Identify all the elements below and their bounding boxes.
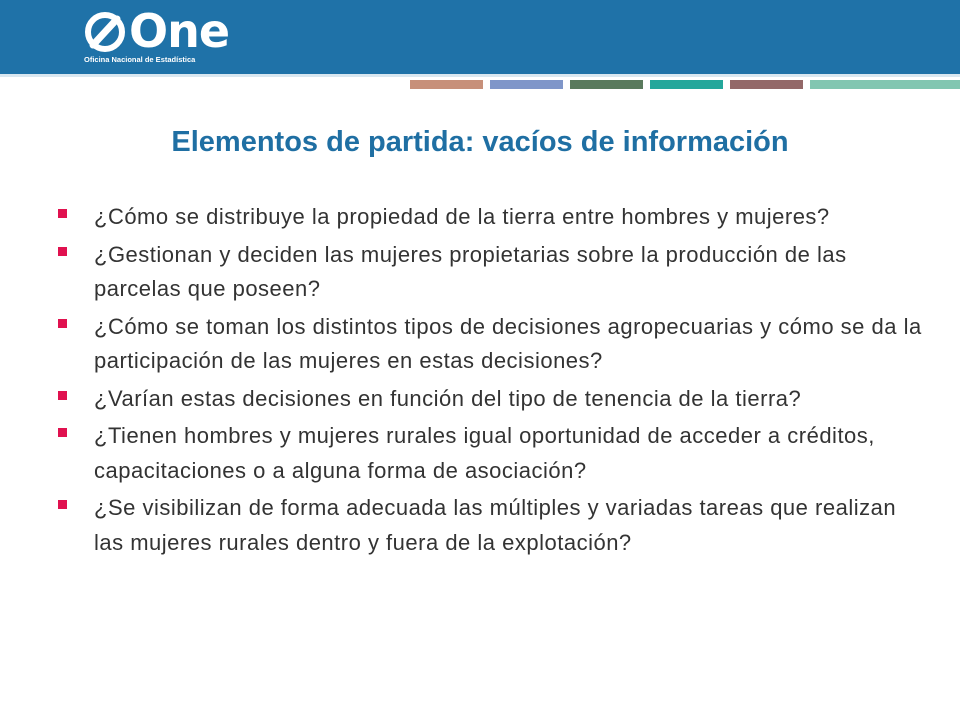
accent-stripe [650,80,723,89]
logo-wordmark: One [129,4,230,58]
accent-stripes [410,80,960,89]
list-item [58,238,928,307]
square-bullet-icon [58,428,67,437]
one-logo [80,4,230,68]
magnifier-logo-icon [84,12,128,54]
header-rule [0,74,960,77]
square-bullet-icon [58,209,67,218]
bullet-text: ¿Gestionan y deciden las mujeres propietarias sobre la producción de las parcelas que poseen? [94,241,847,301]
accent-stripe [570,80,643,89]
accent-stripe [410,80,483,89]
accent-stripe [730,80,803,89]
square-bullet-icon [58,500,67,509]
list-item [58,382,928,417]
list-item [58,419,928,488]
list-item [58,200,928,235]
bullet-text: ¿Varían estas decisiones en función del tipo de tenencia de la tierra? [94,385,802,411]
bullet-list [58,200,928,563]
square-bullet-icon [58,247,67,256]
bullet-text: ¿Cómo se toman los distintos tipos de decisiones agropecuarias y cómo se da la participación de las mujeres en estas decisiones? [94,313,922,373]
list-item [58,310,928,379]
list-item [58,491,928,560]
logo-subtitle: Oficina Nacional de Estadística [84,55,196,64]
square-bullet-icon [58,319,67,328]
accent-stripe [810,80,960,89]
square-bullet-icon [58,391,67,400]
accent-stripe [490,80,563,89]
bullet-text: ¿Tienen hombres y mujeres rurales igual oportunidad de acceder a créditos, capacitaciones o a alguna forma de asociación? [94,423,875,483]
bullet-text: ¿Se visibilizan de forma adecuada las múltiples y variadas tareas que realizan las mujeres rurales dentro y fuera de la explotación? [94,495,897,555]
slide-title: Elementos de partida: vacíos de información [171,126,789,158]
bullet-text: ¿Cómo se distribuye la propiedad de la tierra entre hombres y mujeres? [94,204,830,229]
